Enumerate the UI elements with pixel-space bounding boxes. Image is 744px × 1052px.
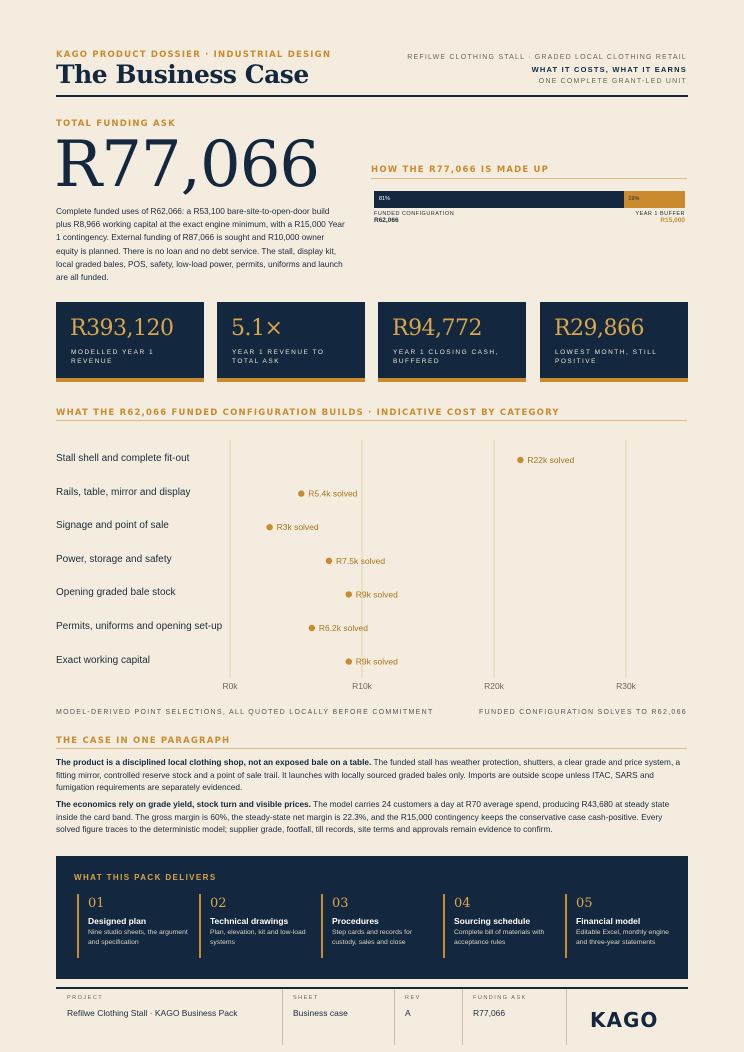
data-label: R5.4k solved bbox=[308, 488, 358, 499]
deliverable-desc: Complete bill of materials with acceptance rules bbox=[454, 929, 545, 946]
deliverable-desc: Plan, elevation, kit and low-load systems bbox=[210, 929, 306, 946]
case-p2-body: The model carries 24 customers a day at R70 average spend, producing R43,680 at steady state inside the card band. The gross margin is 60%, the steady-state net margin is 22.3%, and the R15,000 contingency keeps the conservative case cash-positive. Every solved figure traces to the deterministic model; supplier grade, footfall, till records, site terms and approvals remain evidence to confirm. bbox=[56, 799, 670, 835]
kpi-label: LOWEST MONTH, STILL POSITIVE bbox=[555, 349, 658, 365]
data-point bbox=[346, 591, 352, 597]
category-label: Rails, table, mirror and display bbox=[56, 486, 191, 498]
deliverable-item bbox=[565, 894, 677, 958]
bar-value-buffer: R15,000 bbox=[660, 217, 685, 224]
kpi-label: YEAR 1 CLOSING CASH, BUFFERED bbox=[393, 349, 499, 365]
footer-ask-key: FUNDING ASK bbox=[473, 995, 527, 1001]
case-p2-lead: The economics rely on grade yield, stock turn and visible prices. bbox=[56, 799, 311, 809]
data-point bbox=[346, 658, 352, 664]
deliverable-title: Sourcing schedule bbox=[454, 916, 531, 926]
kpi-card-revenue bbox=[56, 302, 204, 382]
header-meta-line3: ONE COMPLETE GRANT-LED UNIT bbox=[538, 78, 687, 85]
kpi-card-closing-cash bbox=[378, 302, 526, 382]
case-divider bbox=[56, 748, 687, 749]
kpi-value: R393,120 bbox=[70, 316, 174, 341]
data-point bbox=[266, 524, 272, 530]
deliverable-number: 04 bbox=[454, 896, 471, 911]
footer-rev-key: REV bbox=[405, 995, 421, 1001]
data-point bbox=[309, 625, 315, 631]
case-paragraph-2 bbox=[56, 798, 687, 836]
header-meta-line2: WHAT IT COSTS, WHAT IT EARNS bbox=[531, 65, 687, 74]
footer-project-key: PROJECT bbox=[67, 995, 104, 1001]
deliverable-title: Financial model bbox=[576, 916, 641, 926]
bar-segment-funded: 81% bbox=[374, 191, 624, 208]
data-label: R9k solved bbox=[355, 656, 398, 667]
deliverables-panel bbox=[56, 856, 688, 979]
case-kicker: THE CASE IN ONE PARAGRAPH bbox=[56, 736, 231, 746]
funding-description: Complete funded uses of R62,066: a R53,100 bare-site-to-open-door build plus R8,966 working capital at the exact engine minimum, with a R15,000 Year 1 contingency. External funding of R87,066 is sought and R10,000 owner equity is planned. There is no loan and no debt service. The stall, display kit, local graded bales, POS, safety, low-load power, permits, uniforms and launch are all funded. bbox=[56, 206, 345, 283]
bar-label-buffer: YEAR 1 BUFFER bbox=[635, 211, 685, 217]
deliverables-kicker: WHAT THIS PACK DELIVERS bbox=[74, 873, 217, 882]
header-meta-line1: REFILWE CLOTHING STALL · GRADED LOCAL CLOTHING RETAIL bbox=[407, 54, 687, 61]
category-label: Permits, uniforms and opening set-up bbox=[56, 621, 223, 632]
data-point bbox=[326, 558, 332, 564]
deliverable-number: 01 bbox=[88, 896, 105, 911]
data-label: R7.5k solved bbox=[336, 555, 386, 566]
category-label: Opening graded bale stock bbox=[56, 587, 176, 599]
data-label: R3k solved bbox=[276, 522, 319, 533]
case-paragraph-1 bbox=[56, 756, 687, 794]
footer-sheet bbox=[293, 995, 348, 1018]
bar-label-funded: FUNDED CONFIGURATION bbox=[374, 211, 455, 217]
kpi-card-ratio bbox=[217, 302, 365, 382]
chart-title: WHAT THE R62,066 FUNDED CONFIGURATION BUILDS · INDICATIVE COST BY CATEGORY bbox=[56, 408, 560, 418]
deliverable-desc: Step cards and records for custody, sales and close bbox=[332, 929, 413, 946]
funding-amount: R77,066 bbox=[54, 128, 320, 202]
footer-project-value: Refilwe Clothing Stall · KAGO Business Pack bbox=[67, 1008, 238, 1018]
deliverable-title: Procedures bbox=[332, 916, 379, 926]
x-tick-label: R0k bbox=[222, 681, 238, 691]
deliverable-item bbox=[443, 894, 555, 958]
kpi-card-lowest-month bbox=[540, 302, 688, 382]
dossier-kicker: KAGO PRODUCT DOSSIER · INDUSTRIAL DESIGN bbox=[56, 50, 332, 60]
bar-value-funded: R62,066 bbox=[374, 217, 399, 224]
deliverable-item bbox=[199, 894, 311, 958]
made-up-kicker: HOW THE R77,066 IS MADE UP bbox=[371, 165, 550, 175]
data-point bbox=[298, 490, 304, 496]
footer-divider bbox=[56, 987, 688, 989]
chart-note-left: MODEL-DERIVED POINT SELECTIONS, ALL QUOTED LOCALLY BEFORE COMMITMENT bbox=[56, 709, 434, 716]
data-label: R9k solved bbox=[355, 589, 398, 600]
deliverable-title: Designed plan bbox=[88, 916, 147, 926]
deliverable-desc: Nine studio sheets, the argument and specification bbox=[88, 929, 188, 946]
deliverable-title: Technical drawings bbox=[210, 916, 289, 926]
chart-note-right: FUNDED CONFIGURATION SOLVES TO R62,066 bbox=[479, 709, 687, 716]
footer-ask bbox=[473, 995, 527, 1018]
deliverable-number: 03 bbox=[332, 896, 349, 911]
footer-project bbox=[67, 995, 238, 1018]
header-meta bbox=[407, 54, 687, 85]
footer-sheet-value: Business case bbox=[293, 1008, 348, 1018]
category-label: Stall shell and complete fit-out bbox=[56, 453, 190, 464]
deliverable-number: 05 bbox=[576, 896, 593, 911]
footer-separator bbox=[566, 989, 567, 1045]
deliverable-item bbox=[77, 894, 189, 958]
header-divider bbox=[56, 95, 688, 97]
kpi-value: R94,772 bbox=[392, 316, 483, 341]
kago-logo: KAGO bbox=[590, 1008, 659, 1032]
deliverable-desc: Editable Excel, monthly engine and three-year statements bbox=[576, 929, 669, 946]
kpi-label: YEAR 1 REVENUE TO TOTAL ASK bbox=[232, 349, 325, 365]
case-p1-body: The funded stall has weather protection, shutters, a clear grade and price system, a fitting mirror, controlled reserve stock and a point of sale trail. It launches with locally sourced graded bales only. Imports are outside scope unless ITAC, SARS and fumigation requirements are separately evidenced. bbox=[56, 757, 681, 793]
chart-divider bbox=[56, 420, 687, 421]
x-tick-label: R20k bbox=[484, 681, 504, 691]
kpi-label: MODELLED YEAR 1 REVENUE bbox=[71, 349, 155, 365]
data-label: R22k solved bbox=[527, 455, 575, 465]
bar-segment-buffer: 19% bbox=[624, 191, 685, 208]
funding-kicker: TOTAL FUNDING ASK bbox=[56, 119, 176, 129]
made-up-divider bbox=[371, 178, 687, 179]
x-tick-label: R30k bbox=[616, 681, 636, 691]
data-label: R6.2k solved bbox=[318, 623, 368, 633]
case-p1-lead: The product is a disciplined local clothing shop, not an exposed bale on a table. bbox=[56, 757, 372, 767]
footer-sheet-key: SHEET bbox=[293, 995, 319, 1001]
x-tick-label: R10k bbox=[352, 681, 372, 691]
footer-separator bbox=[394, 989, 395, 1045]
page-title: The Business Case bbox=[56, 60, 309, 89]
category-label: Exact working capital bbox=[56, 654, 150, 666]
footer-separator bbox=[282, 989, 283, 1045]
footer-separator bbox=[462, 989, 463, 1045]
footer-rev-value: A bbox=[405, 1008, 411, 1018]
deliverable-item bbox=[321, 894, 433, 958]
data-point bbox=[517, 457, 523, 463]
footer-ask-value: R77,066 bbox=[473, 1008, 506, 1018]
kpi-value: 5.1× bbox=[231, 316, 283, 341]
deliverable-number: 02 bbox=[210, 896, 227, 911]
kpi-value: R29,866 bbox=[554, 316, 645, 341]
category-label: Signage and point of sale bbox=[56, 520, 169, 532]
category-label: Power, storage and safety bbox=[56, 553, 172, 565]
footer-rev bbox=[405, 995, 421, 1018]
funding-split-bar bbox=[374, 191, 685, 208]
